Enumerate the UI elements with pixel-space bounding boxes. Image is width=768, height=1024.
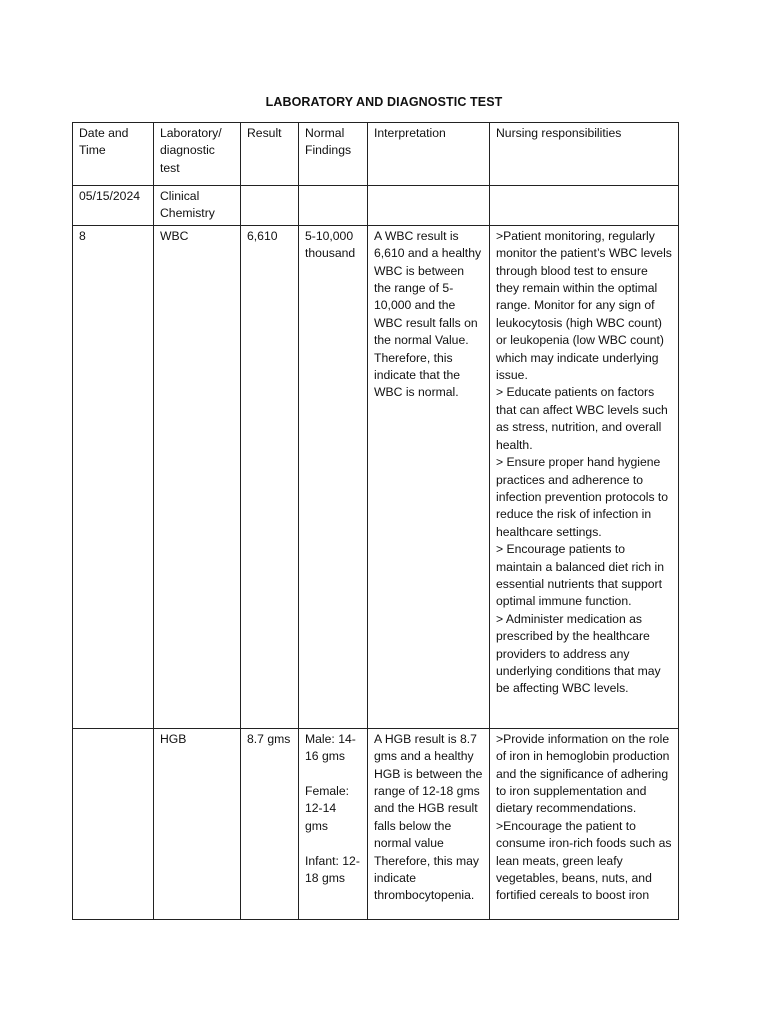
header-normal-findings: Normal Findings (299, 123, 368, 186)
nursing-item: > Encourage patients to maintain a balanced diet rich in essential nutrients that support optimal immune function. (496, 542, 665, 609)
header-test: Laboratory/ diagnostic test (154, 123, 241, 186)
cell-result (241, 186, 299, 226)
page-title: LABORATORY AND DIAGNOSTIC TEST (265, 95, 503, 109)
cell-date: 8 (73, 225, 154, 728)
cell-date: 05/15/2024 (73, 186, 154, 226)
header-interpretation: Interpretation (368, 123, 490, 186)
header-result: Result (241, 123, 299, 186)
cell-test: HGB (154, 728, 241, 919)
cell-normal (299, 186, 368, 226)
cell-interpretation: A WBC result is 6,610 and a healthy WBC is between the range of 5-10,000 and the WBC result falls on the normal Value. Therefore, this indicate that the WBC is normal. (368, 225, 490, 728)
cell-nursing (490, 225, 679, 728)
nursing-item: > Educate patients on factors that can affect WBC levels such as stress, nutrition, and overall health. (496, 385, 668, 452)
cell-normal (299, 728, 368, 919)
cell-interpretation: A HGB result is 8.7 gms and a healthy HGB is between the range of 12-18 gms and the HGB result falls below the normal value Therefore, this may indicate thrombocytopenia. (368, 728, 490, 919)
normal-infant: Infant: 12-18 gms (305, 853, 360, 886)
normal-male: Male: 14-16 gms (305, 731, 356, 764)
table-header-row (73, 123, 679, 186)
table-row (73, 728, 679, 919)
table-row (73, 225, 679, 728)
table-row (73, 186, 679, 226)
nursing-item: >Encourage the patient to consume iron-rich foods such as lean meats, green leafy vegetables, beans, nuts, and fortified cereals to boost iron (496, 818, 672, 903)
cell-result: 6,610 (241, 225, 299, 728)
header-nursing-responsibilities: Nursing responsibilities (490, 123, 679, 186)
header-date-time: Date and Time (73, 123, 154, 186)
cell-date (73, 728, 154, 919)
cell-test: WBC (154, 225, 241, 728)
cell-result: 8.7 gms (241, 728, 299, 919)
cell-test: Clinical Chemistry (154, 186, 241, 226)
normal-female: Female: 12-14 gms (305, 784, 350, 833)
nursing-item: > Administer medication as prescribed by the healthcare providers to address any underlying conditions that may be affecting WBC levels. (496, 611, 661, 696)
cell-interpretation (368, 186, 490, 226)
cell-nursing (490, 728, 679, 919)
cell-nursing (490, 186, 679, 226)
lab-diagnostic-table (72, 122, 679, 920)
nursing-item: >Patient monitoring, regularly monitor the patient’s WBC levels through blood test to ensure they remain within the optimal range. Monitor for any sign of leukocytosis (high WBC count) or leukopenia (low WBC count) which may indicate underlying issue. (496, 228, 672, 383)
nursing-item: > Ensure proper hand hygiene practices and adherence to infection prevention protocols to reduce the risk of infection in healthcare settings. (496, 455, 669, 539)
nursing-item: >Provide information on the role of iron in hemoglobin production and the significance of adhering to iron supplementation and dietary recommendations. (496, 731, 670, 816)
cell-normal: 5-10,000 thousand (299, 225, 368, 728)
